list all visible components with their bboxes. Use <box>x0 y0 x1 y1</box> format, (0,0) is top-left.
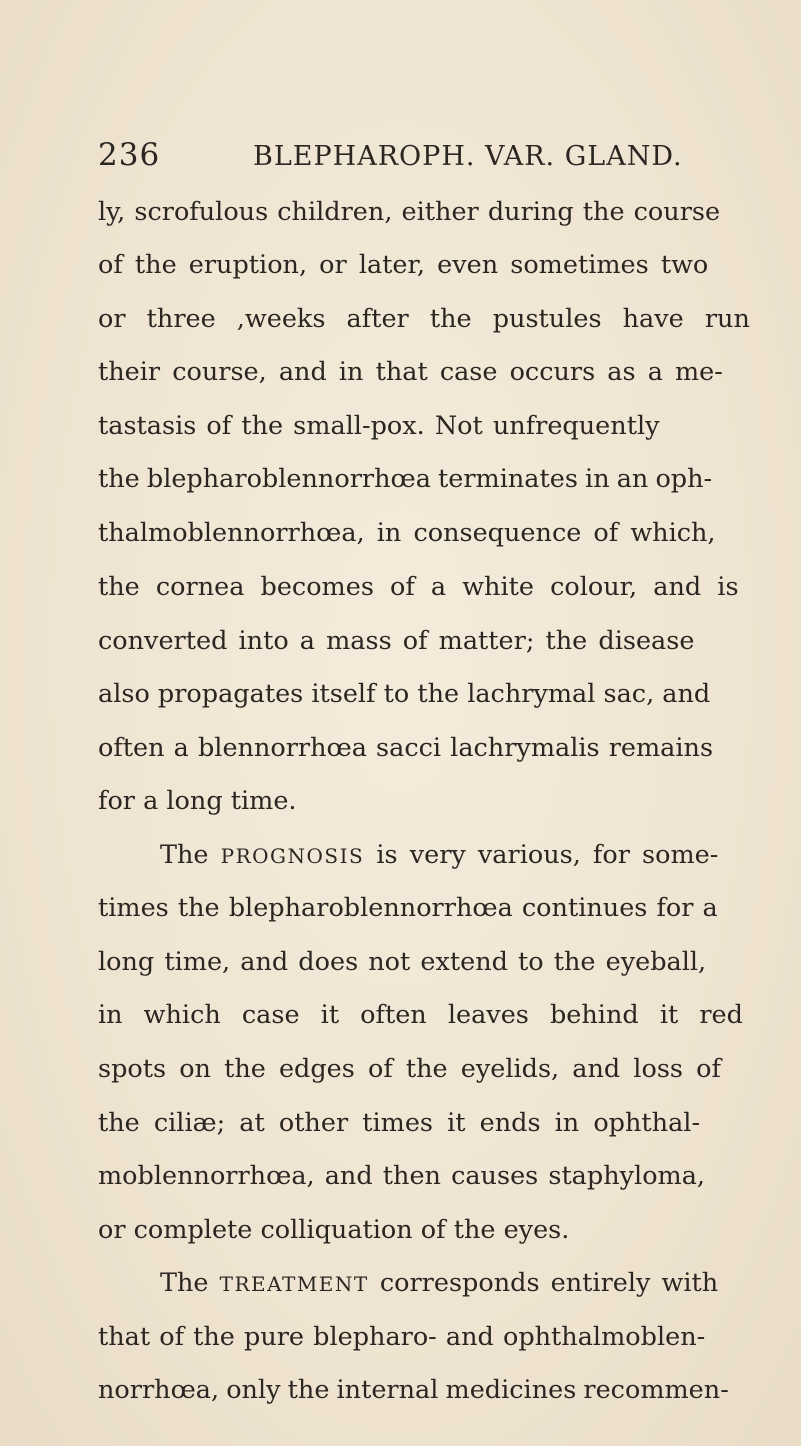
text-line: that of the pure blepharo- and ophthalmoblen- <box>98 1322 706 1352</box>
text-line: or three ,weeks after the pustules have run <box>98 304 750 334</box>
text-line: thalmoblennorrhœa, in consequence of which, <box>98 518 716 548</box>
prognosis-lead: The <box>160 840 209 870</box>
text-line: also propagates itself to the lachrymal sac, and <box>98 679 711 709</box>
text-line: in which case it often leaves behind it red <box>98 1000 743 1030</box>
prognosis-first-line <box>160 838 801 872</box>
text-line: the blepharoblennorrhœa terminates in an oph- <box>98 464 713 494</box>
page-number: 236 <box>98 137 161 173</box>
text-line: ly, scrofulous children, either during the course <box>98 197 721 227</box>
treatment-lead: The <box>160 1268 209 1298</box>
text-line: of the eruption, or later, even sometimes two <box>98 250 709 280</box>
treatment-rest: corresponds entirely with <box>379 1268 719 1298</box>
text-line: norrhœa, only the internal medicines recommen- <box>98 1375 729 1405</box>
text-line: or complete colliquation of the eyes. <box>98 1215 570 1245</box>
treatment-first-line <box>160 1266 801 1300</box>
text-line: spots on the edges of the eyelids, and loss of <box>98 1054 721 1084</box>
prognosis-rest: is very various, for some- <box>376 840 719 870</box>
treatment-term: TREATMENT <box>219 1272 369 1296</box>
text-line: tastasis of the small-pox. Not unfrequently <box>98 411 660 441</box>
prognosis-term: PROGNOSIS <box>220 844 365 868</box>
text-line: long time, and does not extend to the eyeball, <box>98 947 707 977</box>
text-line: the ciliæ; at other times it ends in ophthal- <box>98 1108 701 1138</box>
text-line: often a blennorrhœa sacci lachrymalis remains <box>98 733 714 763</box>
text-line: their course, and in that case occurs as a me- <box>98 357 723 387</box>
text-line: moblennorrhœa, and then causes staphyloma, <box>98 1161 706 1191</box>
text-line: the cornea becomes of a white colour, and is <box>98 572 739 602</box>
running-head: BLEPHAROPH. VAR. GLAND. <box>253 141 683 172</box>
text-line: for a long time. <box>98 786 297 816</box>
text-line: times the blepharoblennorrhœa continues for a <box>98 893 718 923</box>
text-line: converted into a mass of matter; the disease <box>98 626 695 656</box>
